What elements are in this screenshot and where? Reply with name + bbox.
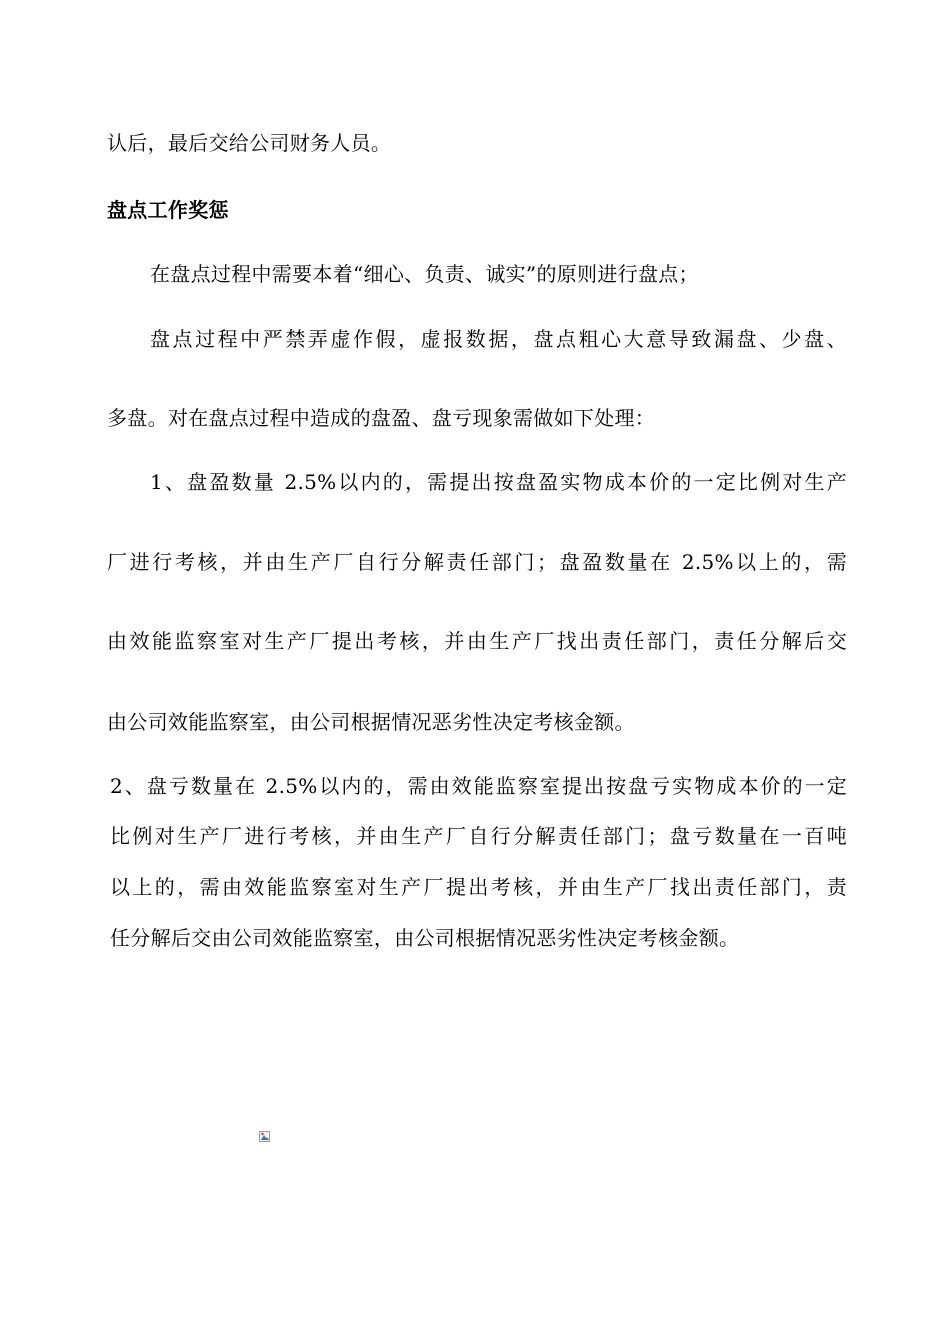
paragraph-line: 多盘。对在盘点过程中造成的盘盈、盘亏现象需做如下处理： xyxy=(107,406,656,430)
paragraph-line: 2、盘亏数量在 2.5%以内的，需由效能监察室提出按盘亏实物成本价的一定 xyxy=(110,774,847,798)
paragraph-line: 厂进行考核，并由生产厂自行分解责任部门；盘盈数量在 2.5%以上的，需 xyxy=(107,550,847,574)
paragraph-line: 由公司效能监察室，由公司根据情况恶劣性决定考核金额。 xyxy=(107,710,635,734)
paragraph-line: 任分解后交由公司效能监察室，由公司根据情况恶劣性决定考核金额。 xyxy=(110,926,740,950)
paragraph-line: 比例对生产厂进行考核，并由生产厂自行分解责任部门；盘亏数量在一百吨 xyxy=(110,824,847,848)
paragraph-line: 在盘点过程中需要本着“细心、负责、诚实”的原则进行盘点； xyxy=(150,262,699,286)
paragraph-line: 盘点过程中严禁弄虚作假，虚报数据，盘点粗心大意导致漏盘、少盘、 xyxy=(150,327,847,351)
image-icon xyxy=(259,1131,270,1142)
paragraph-line: 由效能监察室对生产厂提出考核，并由生产厂找出责任部门，责任分解后交 xyxy=(107,629,847,653)
paragraph-line: 以上的，需由效能监察室对生产厂提出考核，并由生产厂找出责任部门，责 xyxy=(110,875,847,899)
section-heading: 盘点工作奖惩 xyxy=(107,198,229,222)
paragraph-line: 认后，最后交给公司财务人员。 xyxy=(107,131,392,155)
paragraph-line: 1、盘盈数量 2.5%以内的，需提出按盘盈实物成本价的一定比例对生产 xyxy=(150,470,847,494)
